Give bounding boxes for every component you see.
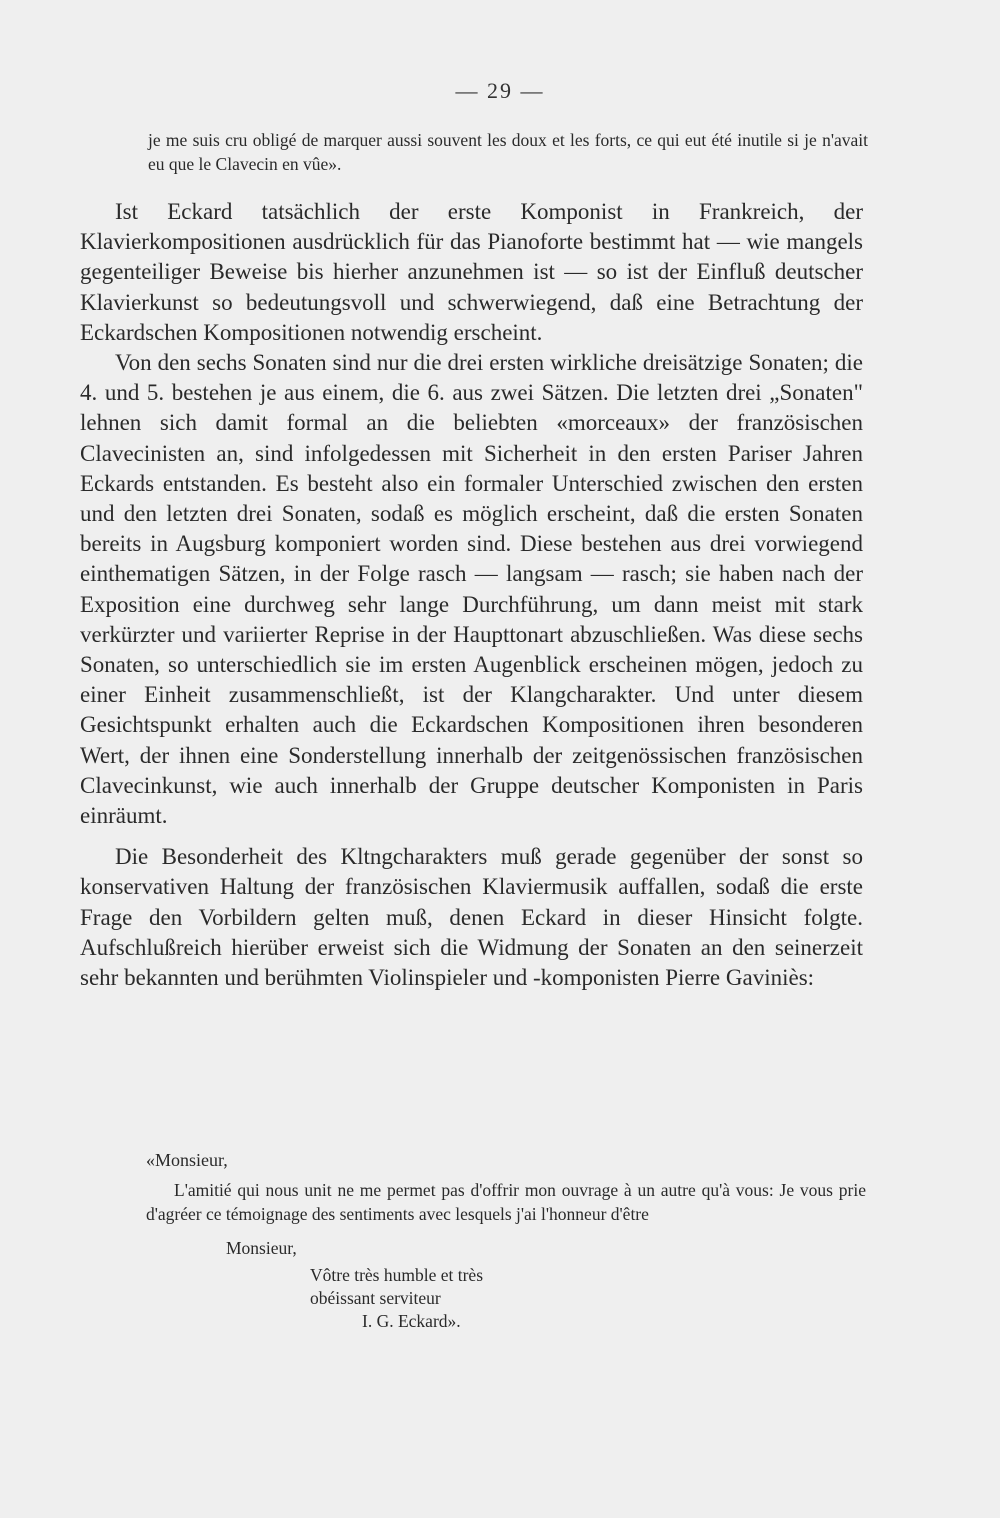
quote-continuation: je me suis cru obligé de marquer aussi souvent les doux et les forts, ce qui eut été inutile si je n'avait eu que le Clavecin en vûe». xyxy=(148,130,868,174)
signature-line-2: obéissant serviteur xyxy=(310,1288,441,1308)
signature-line-1: Vôtre très humble et très xyxy=(310,1265,484,1285)
paragraph-2: Von den sechs Sonaten sind nur die drei ersten wirkliche dreisätzige Sonaten; die 4. und 5. bestehen je aus einem, die 6. aus zwei Sätzen. Die letzten drei „Sonaten" lehnen sich damit formal an die beliebten «morceaux» der französischen Clavecinisten an, sind infolgedessen mit Sicherheit in den ersten Pariser Jahren Eckards entstanden. Es besteht also ein formaler Unterschied zwischen den ersten und den letzten drei Sonaten, sodaß es möglich erscheint, daß die ersten Sonaten bereits in Augsburg komponiert worden sind. Diese bestehen aus drei vorwiegend einthematigen Sätzen, in der Folge rasch — langsam — rasch; sie haben nach der Exposition eine durchweg sehr lange Durchführung, um dann meist mit stark verkürzter und variierter Reprise in der Haupttonart abzuschließen. Was diese sechs Sonaten, so unterschiedlich sie im ersten Augenblick erscheinen mögen, jedoch zu einer Einheit zusammenschließt, ist der Klangcharakter. Und unter diesem Gesichtspunkt erhalten auch die Eckardschen Kompositionen ihren besonderen Wert, der ihnen eine Sonderstellung innerhalb der zeitgenössischen französischen Clavecinkunst, wie auch innerhalb der Gruppe deutscher Komponisten in Paris einräumt. xyxy=(80,350,863,829)
paragraph-3: Die Besonderheit des Kltngcharakters muß gerade gegenüber der sonst so konservativen Haltung der französischen Klaviermusik auffallen, sodaß die erste Frage den Vorbildern gelten muß, denen Eckard in dieser Hinsicht folgte. Aufschlußreich hierüber erweist sich die Widmung der Sonaten an den seinerzeit sehr bekannten und berühmten Violinspieler und -komponisten Pierre Gaviniès: xyxy=(80,844,863,991)
letter-closing: Monsieur, xyxy=(226,1238,297,1258)
page-number: — 29 — xyxy=(455,78,545,103)
paragraph-1: Ist Eckard tatsächlich der erste Komponist in Frankreich, der Klavierkompositionen ausdrücklich für das Pianoforte bestimmt hat — wie mangels gegenteiliger Beweise bis hierher anzunehmen ist — so ist der Einfluß deutscher Klavierkunst so bedeutungsvoll und schwerwiegend, daß eine Betrachtung der Eckardschen Kompositionen notwendig erscheint. xyxy=(80,199,863,345)
letter-text: L'amitié qui nous unit ne me permet pas d'offrir mon ouvrage à un autre qu'à vous: Je vous prie d'agréer ce témoignage des sentiments avec lesquels j'ai l'honneur d'être xyxy=(146,1180,866,1224)
letter-salutation: «Monsieur, xyxy=(146,1150,228,1170)
dedication-letter xyxy=(146,1148,866,1333)
signature-name: I. G. Eckard». xyxy=(362,1311,461,1331)
letter-signature xyxy=(310,1264,866,1333)
body-text xyxy=(80,197,863,993)
